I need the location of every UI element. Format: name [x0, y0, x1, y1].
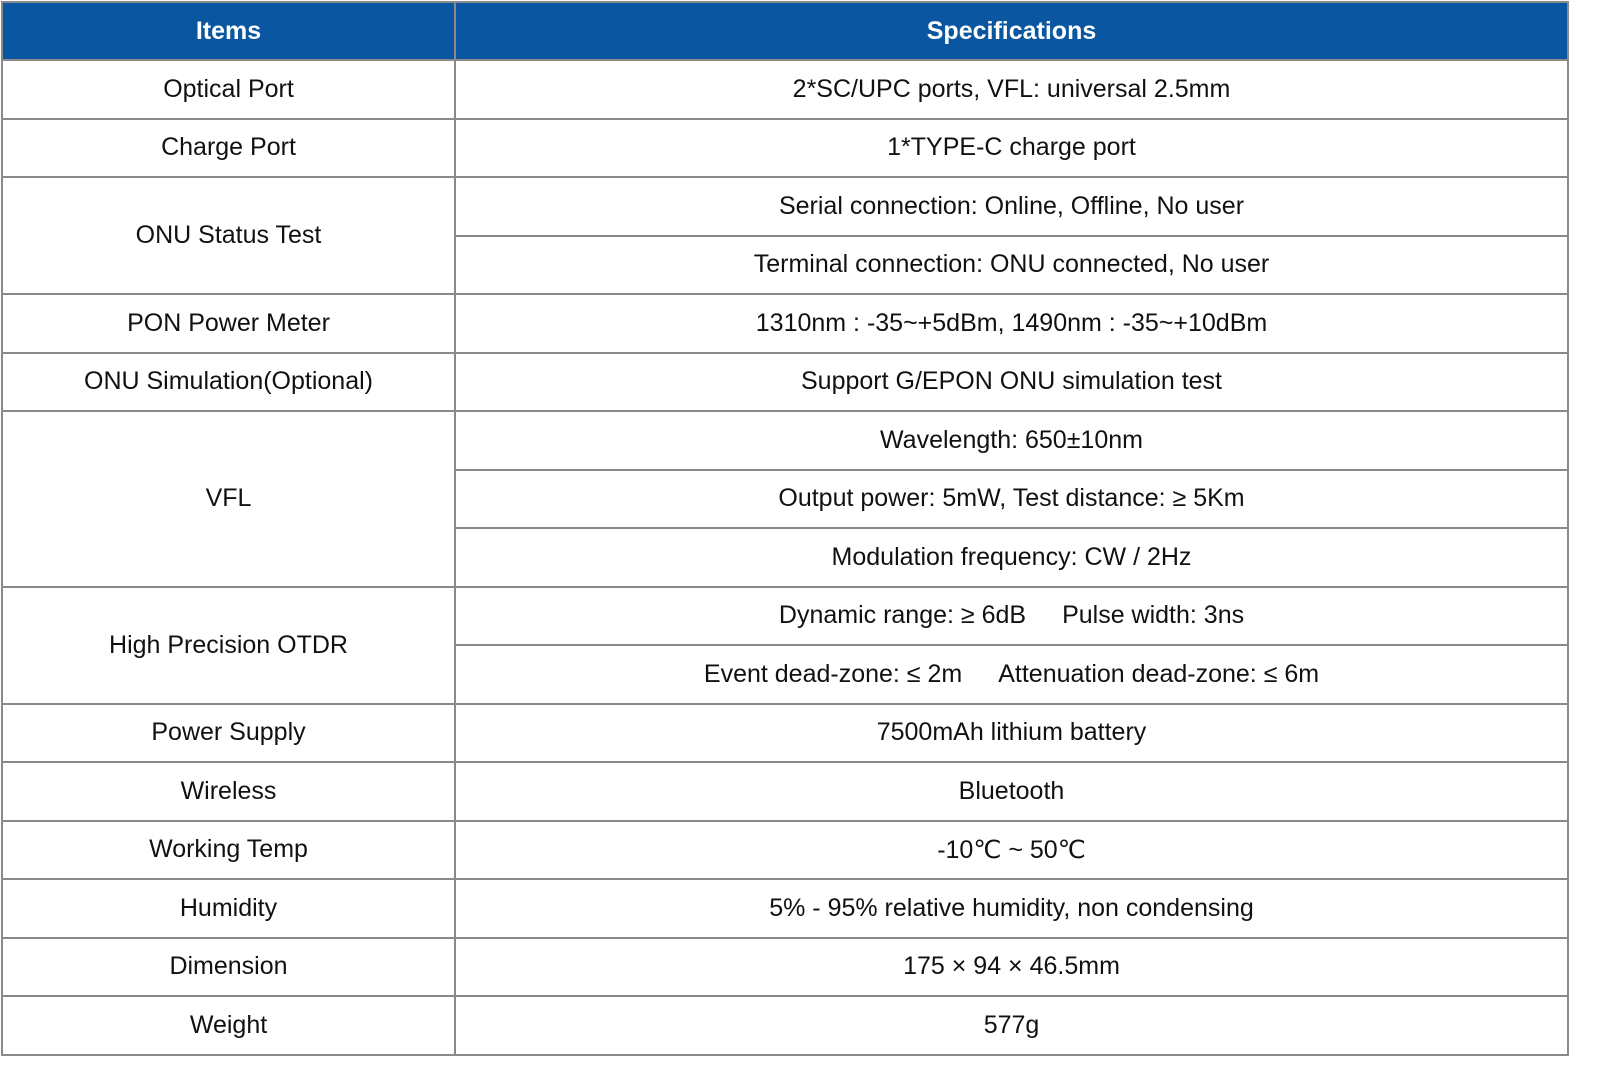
item-optical-port: Optical Port [2, 60, 455, 119]
spec-optical-port: 2*SC/UPC ports, VFL: universal 2.5mm [455, 60, 1568, 119]
table-row [2, 879, 1568, 938]
item-working-temp: Working Temp [2, 821, 455, 880]
spec-onu-status-terminal: Terminal connection: ONU connected, No user [455, 236, 1568, 295]
table-row [2, 411, 1568, 470]
specifications-column-header: Specifications [455, 2, 1568, 60]
spec-working-temp: -10℃ ~ 50℃ [455, 821, 1568, 880]
spec-charge-port: 1*TYPE-C charge port [455, 119, 1568, 178]
spec-otdr-attenuation-dead-zone: Attenuation dead-zone: ≤ 6m [998, 659, 1320, 688]
table-row [2, 762, 1568, 821]
item-onu-simulation: ONU Simulation(Optional) [2, 353, 455, 412]
spec-table [1, 1, 1569, 1056]
items-column-header: Items [2, 2, 455, 60]
table-row [2, 704, 1568, 763]
item-otdr: High Precision OTDR [2, 587, 455, 704]
spec-otdr-range-pulse [455, 587, 1568, 646]
spec-otdr-event-dead-zone: Event dead-zone: ≤ 2m [703, 659, 963, 688]
spec-dimension: 175 × 94 × 46.5mm [455, 938, 1568, 997]
spec-onu-simulation: Support G/EPON ONU simulation test [455, 353, 1568, 412]
spec-otdr-dynamic-range: Dynamic range: ≥ 6dB [778, 601, 1027, 630]
spec-weight: 577g [455, 996, 1568, 1055]
spec-onu-status-serial: Serial connection: Online, Offline, No user [455, 177, 1568, 236]
table-row [2, 353, 1568, 412]
table-body [2, 60, 1568, 1055]
table-row [2, 119, 1568, 178]
spec-wireless: Bluetooth [455, 762, 1568, 821]
table-row [2, 587, 1568, 646]
spec-vfl-modulation: Modulation frequency: CW / 2Hz [455, 528, 1568, 587]
table-row [2, 294, 1568, 353]
table-row [2, 996, 1568, 1055]
item-onu-status-test: ONU Status Test [2, 177, 455, 294]
spec-pon-power-meter: 1310nm : -35~+5dBm, 1490nm : -35~+10dBm [455, 294, 1568, 353]
spec-otdr-dead-zones [455, 645, 1568, 704]
item-dimension: Dimension [2, 938, 455, 997]
spec-vfl-wavelength: Wavelength: 650±10nm [455, 411, 1568, 470]
spec-vfl-output-power: Output power: 5mW, Test distance: ≥ 5Km [455, 470, 1568, 529]
table-header [2, 2, 1568, 60]
table-row [2, 938, 1568, 997]
spec-humidity: 5% - 95% relative humidity, non condensing [455, 879, 1568, 938]
header-row [2, 2, 1568, 60]
spec-power-supply: 7500mAh lithium battery [455, 704, 1568, 763]
table-row [2, 821, 1568, 880]
item-humidity: Humidity [2, 879, 455, 938]
spec-otdr-pulse-width: Pulse width: 3ns [1062, 601, 1245, 630]
item-power-supply: Power Supply [2, 704, 455, 763]
item-vfl: VFL [2, 411, 455, 587]
item-pon-power-meter: PON Power Meter [2, 294, 455, 353]
item-weight: Weight [2, 996, 455, 1055]
table-row [2, 177, 1568, 236]
item-wireless: Wireless [2, 762, 455, 821]
table-row [2, 60, 1568, 119]
item-charge-port: Charge Port [2, 119, 455, 178]
